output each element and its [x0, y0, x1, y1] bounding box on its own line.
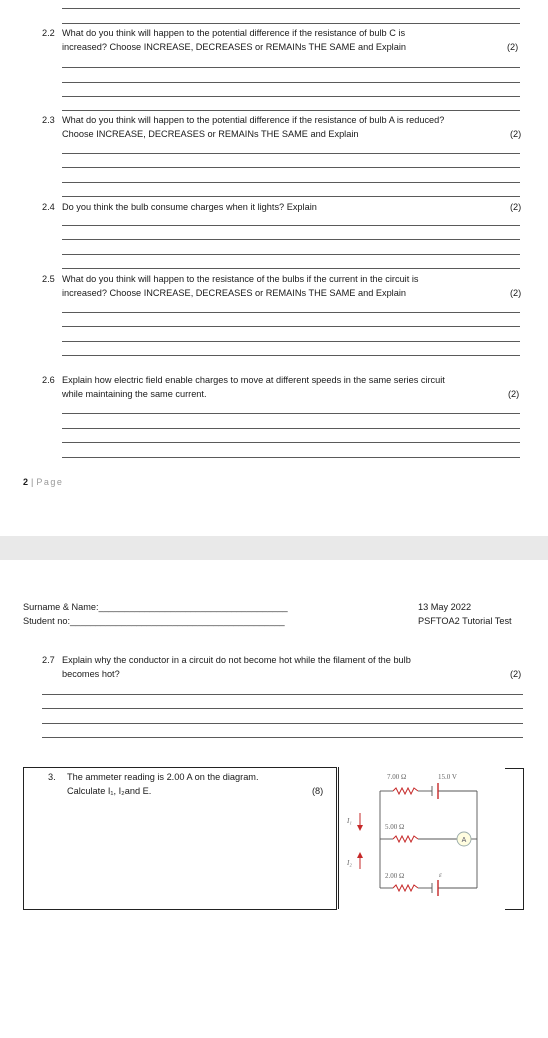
answer-line [62, 268, 520, 269]
question-2-2 [0, 27, 548, 57]
student-no-label: Student no: [23, 616, 70, 626]
resistor-2-label: 2.00 Ω [385, 872, 405, 880]
student-no-blank: __________________________________________ [70, 616, 285, 626]
answer-line [42, 694, 523, 695]
question-text-line: Explain why the conductor in a circuit do not become hot while the filament of the bulb [62, 655, 411, 665]
question-text-line: What do you think will happen to the resistance of the bulbs if the current in the circuit is [62, 274, 419, 284]
answer-line [62, 254, 520, 255]
page-number: 2 [23, 477, 29, 487]
answer-line [62, 239, 520, 240]
marks-label: (2) [510, 202, 522, 212]
test-name: PSFTOA2 Tutorial Test [418, 616, 512, 626]
answer-line [62, 428, 520, 429]
answer-line [62, 182, 520, 183]
resistor-2-ohm [393, 885, 418, 891]
answer-line [62, 196, 520, 197]
question-2-4 [0, 201, 548, 217]
box-edge-top [505, 768, 524, 769]
marks-label: (2) [507, 42, 519, 52]
answer-line [62, 355, 520, 356]
worksheet-page-3 [0, 560, 548, 1038]
surname-label: Surname & Name: [23, 602, 99, 612]
current-i2-label: I₂ [347, 859, 352, 867]
page-footer [23, 477, 63, 487]
current-arrow-i2 [357, 852, 363, 869]
answer-line [62, 457, 520, 458]
box-edge-right [523, 768, 524, 910]
answer-line [42, 737, 523, 738]
answer-line [62, 67, 520, 68]
question-number: 3. [48, 772, 56, 782]
box-divider [338, 767, 339, 909]
current-arrow-i1 [357, 813, 363, 831]
answer-line [62, 96, 520, 97]
question-text-line: increased? Choose INCREASE, DECREASES or REMAINs THE SAME and Explain [62, 42, 406, 52]
answer-line [62, 23, 520, 24]
question-text-line: What do you think will happen to the potential difference if the resistance of bulb A is reduced? [62, 115, 445, 125]
resistor-5-label: 5.00 Ω [385, 823, 405, 831]
ammeter-label: A [461, 837, 467, 844]
question-text-line: The ammeter reading is 2.00 A on the diagram. [67, 772, 259, 782]
question-number: 2.3 [42, 115, 55, 125]
marks-label: (2) [510, 129, 522, 139]
battery-15v [432, 783, 438, 799]
marks-label: (2) [510, 669, 522, 679]
question-text-line: What do you think will happen to the potential difference if the resistance of bulb C is [62, 28, 406, 38]
question-number: 2.6 [42, 375, 55, 385]
answer-line [62, 413, 520, 414]
resistor-5-ohm [393, 836, 418, 842]
resistor-7-ohm [393, 788, 418, 794]
circuit-diagram [340, 765, 505, 915]
answer-line [62, 110, 520, 111]
question-2-3 [0, 114, 548, 144]
page-gap [0, 536, 548, 560]
question-number: 2.7 [42, 655, 55, 665]
test-date: 13 May 2022 [418, 602, 472, 612]
surname-field[interactable] [23, 600, 288, 614]
question-text-line: Choose INCREASE, DECREASES or REMAINs THE SAME and Explain [62, 129, 359, 139]
marks-label: (2) [510, 288, 522, 298]
question-number: 2.5 [42, 274, 55, 284]
answer-line [62, 341, 520, 342]
answer-line [62, 225, 520, 226]
footer-separator: | [31, 477, 34, 487]
question-text-line: increased? Choose INCREASE, DECREASES or REMAINs THE SAME and Explain [62, 288, 406, 298]
answer-line [62, 153, 520, 154]
answer-line [62, 8, 520, 9]
answer-line [62, 326, 520, 327]
marks-label: (2) [508, 389, 520, 399]
current-i1-label: I₁ [347, 817, 352, 825]
question-number: 2.4 [42, 202, 55, 212]
answer-line [62, 312, 520, 313]
answer-line [62, 442, 520, 443]
ammeter [457, 832, 471, 846]
resistor-7-label: 7.00 Ω [387, 773, 407, 781]
emf-label: ε [439, 871, 442, 879]
question-text-line: becomes hot? [62, 669, 120, 679]
question-2-5 [0, 273, 548, 303]
marks-label: (8) [312, 786, 324, 796]
question-number: 2.2 [42, 28, 55, 38]
student-no-field[interactable] [23, 614, 285, 628]
question-text-line: Do you think the bulb consume charges when it lights? Explain [62, 202, 317, 212]
question-2-7 [0, 654, 548, 684]
answer-line [42, 723, 523, 724]
question-text-line: while maintaining the same current. [62, 389, 207, 399]
question-2-6 [0, 374, 548, 404]
question-text-line: Explain how electric field enable charges to move at different speeds in the same series circuit [62, 375, 445, 385]
battery-15v-label: 15.0 V [438, 773, 457, 781]
question-3 [0, 771, 340, 801]
answer-line [62, 167, 520, 168]
page-word: Page [36, 477, 64, 487]
surname-blank: _____________________________________ [98, 602, 288, 612]
answer-line [62, 82, 520, 83]
answer-line [42, 708, 523, 709]
battery-emf [432, 880, 438, 896]
question-text-line: Calculate I₁, I₂and E. [67, 786, 152, 796]
box-edge-bottom [505, 909, 524, 910]
